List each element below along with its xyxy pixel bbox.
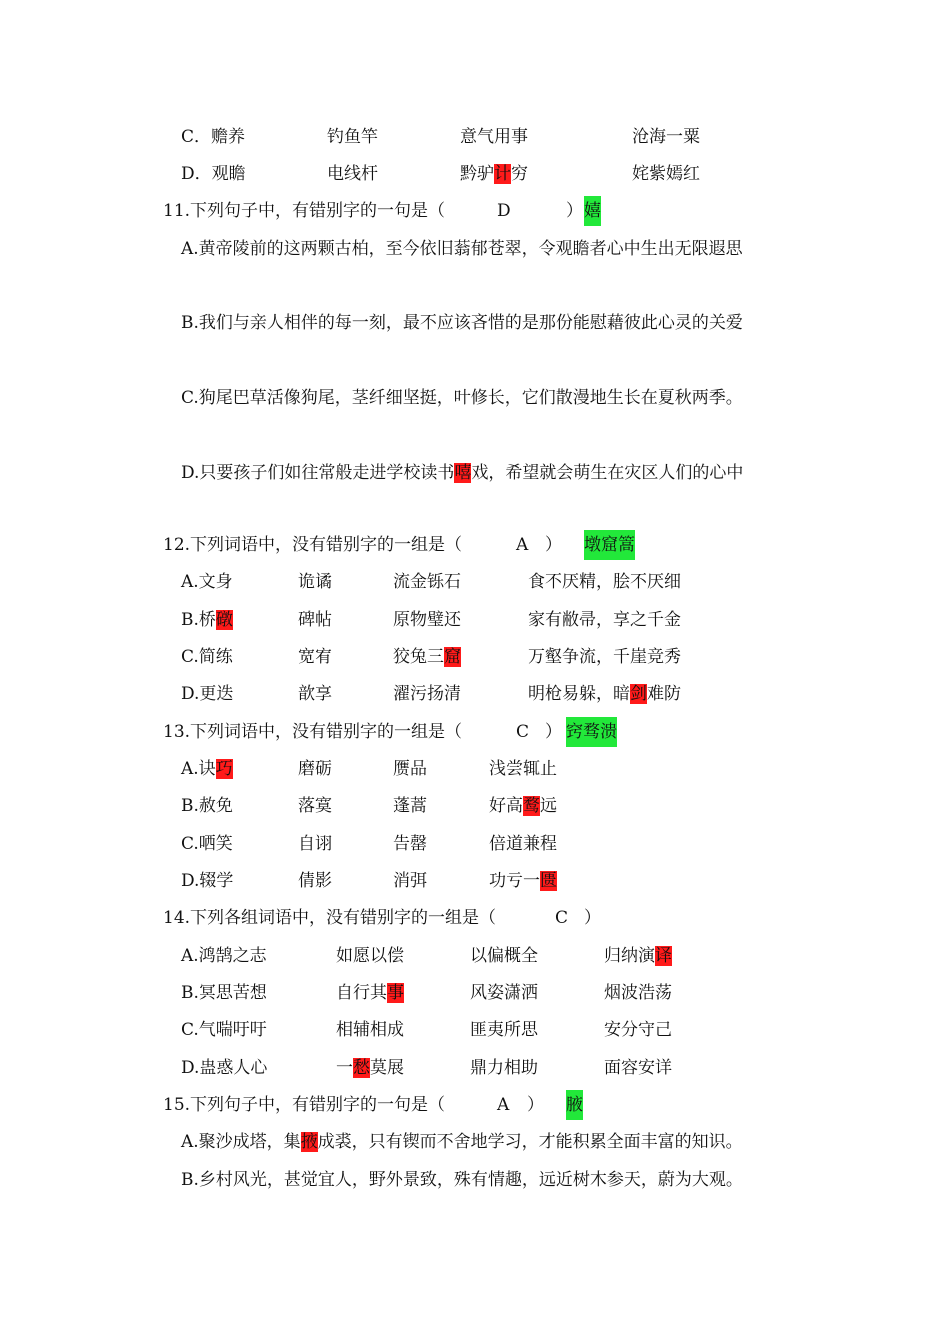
hint-highlight: 嬉 <box>584 196 601 226</box>
option-word: C.气喘吁吁 <box>181 1020 267 1040</box>
option-word: 烟波浩荡 <box>604 983 672 1003</box>
option-word: C.哂笑 <box>181 834 233 854</box>
q12-stem <box>0 530 950 560</box>
option-word: 匪夷所思 <box>470 1020 538 1040</box>
option-word: 以偏概全 <box>470 946 538 966</box>
option-word: C．赡养 <box>181 127 246 147</box>
wrong-char-highlight: 掖 <box>300 1132 318 1152</box>
option-word: 濯污扬清 <box>393 684 461 704</box>
option-word: 原物璧还 <box>393 610 461 630</box>
option-word: 风姿潇洒 <box>470 983 538 1003</box>
q11-stem <box>0 196 950 226</box>
option-word: 万壑争流，千崖竞秀 <box>528 647 681 667</box>
q14-option-d <box>0 1053 950 1083</box>
option-word: 诡谲 <box>298 572 332 592</box>
q15-option-b <box>0 1165 950 1195</box>
option-word: 钓鱼竿 <box>327 127 378 147</box>
option-word: 流金铄石 <box>393 572 461 592</box>
option-word: 倩影 <box>298 871 332 891</box>
option-word: 姹紫嫣红 <box>632 164 700 184</box>
answer-close: ） <box>545 535 562 555</box>
wrong-char-highlight: 嘻 <box>454 463 472 483</box>
hint-highlight: 墩窟篙 <box>584 530 635 560</box>
option-word: D．观瞻 <box>181 164 246 184</box>
q11-option-a <box>0 234 950 264</box>
option-word: 家有敝帚，享之千金 <box>528 610 681 630</box>
sentence-option: D.只要孩子们如往常般走进学校读书嘻戏，希望就会萌生在灾区人们的心中 <box>181 463 744 483</box>
q11-option-d <box>0 458 950 488</box>
answer-close: ） <box>545 722 562 742</box>
q15-stem <box>0 1090 950 1120</box>
answer-letter: A <box>516 535 529 555</box>
option-word: B.冥思苦想 <box>181 983 267 1003</box>
option-word: A.文身 <box>181 572 233 592</box>
answer-letter: C <box>516 722 530 742</box>
option-word: 黔驴计穷 <box>460 164 528 184</box>
q13-stem <box>0 717 950 747</box>
option-word: 一愁莫展 <box>336 1058 404 1078</box>
answer-letter: D <box>497 201 511 221</box>
answer-close: ） <box>584 908 601 928</box>
option-word: 如愿以偿 <box>336 946 404 966</box>
option-word: 面容安详 <box>604 1058 672 1078</box>
wrong-char-highlight: 愁 <box>353 1058 370 1078</box>
option-word: 歆享 <box>298 684 332 704</box>
q14-option-c <box>0 1015 950 1045</box>
question-stem: 13.下列词语中，没有错别字的一组是（ <box>163 722 463 742</box>
option-word: 自诩 <box>298 834 332 854</box>
option-word: 鼎力相助 <box>470 1058 538 1078</box>
q12-option-a <box>0 567 950 597</box>
q14-option-a <box>0 941 950 971</box>
q10-option-d <box>0 159 950 189</box>
wrong-char-highlight: 计 <box>494 164 511 184</box>
sentence-option: C.狗尾巴草活像狗尾，茎纤细坚挺，叶修长，它们散漫地生长在夏秋两季。 <box>181 388 743 408</box>
option-word: 消弭 <box>393 871 427 891</box>
option-word: 宽宥 <box>298 647 332 667</box>
question-stem: 12.下列词语中，没有错别字的一组是（ <box>163 535 463 555</box>
option-word: D.辍学 <box>181 871 234 891</box>
q15-option-a <box>0 1127 950 1157</box>
hint-highlight: 腋 <box>566 1090 583 1120</box>
option-word: D.更迭 <box>181 684 234 704</box>
option-word: D.蛊惑人心 <box>181 1058 268 1078</box>
q14-option-b <box>0 978 950 1008</box>
q12-option-c <box>0 642 950 672</box>
question-stem: 14.下列各组词语中，没有错别字的一组是（ <box>163 908 497 928</box>
q13-option-b <box>0 791 950 821</box>
option-word: 意气用事 <box>460 127 528 147</box>
option-word: 功亏一匮 <box>489 871 557 891</box>
wrong-char-highlight: 鹜 <box>523 796 540 816</box>
option-word: B.赦免 <box>181 796 233 816</box>
sentence-option: B.乡村风光，甚觉宜人，野外景致，殊有情趣，远近树木参天，蔚为大观。 <box>181 1170 743 1190</box>
q13-option-c <box>0 829 950 859</box>
option-word: 电线杆 <box>327 164 378 184</box>
q13-option-d <box>0 866 950 896</box>
option-word: B.桥礅 <box>181 610 233 630</box>
option-word: 明枪易躲，暗剑难防 <box>528 684 681 704</box>
hint-highlight: 窍骛溃 <box>566 717 617 747</box>
option-word: 蓬蒿 <box>393 796 427 816</box>
option-word: 狡兔三窟 <box>393 647 461 667</box>
q14-stem <box>0 903 950 933</box>
option-word: 磨砺 <box>298 759 332 779</box>
option-word: 告罄 <box>393 834 427 854</box>
sentence-option: A.黄帝陵前的这两颗古柏，至今依旧蓊郁苍翠，令观瞻者心中生出无限遐思 <box>181 239 743 259</box>
answer-letter: A <box>497 1095 510 1115</box>
option-word: 落寞 <box>298 796 332 816</box>
option-word: 相辅相成 <box>336 1020 404 1040</box>
q13-option-a <box>0 754 950 784</box>
answer-letter: C <box>555 908 569 928</box>
q11-option-c <box>0 383 950 413</box>
option-word: 沧海一粟 <box>632 127 700 147</box>
wrong-char-highlight: 巧 <box>215 759 233 779</box>
option-word: 碑帖 <box>298 610 332 630</box>
wrong-char-highlight: 剑 <box>630 684 647 704</box>
wrong-char-highlight: 礅 <box>215 610 233 630</box>
q11-option-b <box>0 308 950 338</box>
question-stem: 15.下列句子中，有错别字的一句是（ <box>163 1095 446 1115</box>
option-word: 浅尝辄止 <box>489 759 557 779</box>
option-word: 归纳演译 <box>604 946 672 966</box>
q12-option-d <box>0 679 950 709</box>
wrong-char-highlight: 译 <box>655 946 672 966</box>
option-word: 食不厌精，脍不厌细 <box>528 572 681 592</box>
option-word: 自行其事 <box>336 983 404 1003</box>
q10-option-c <box>0 122 950 152</box>
option-word: 好高鹜远 <box>489 796 557 816</box>
option-word: 赝品 <box>393 759 427 779</box>
answer-close: ） <box>527 1095 544 1115</box>
wrong-char-highlight: 匮 <box>540 871 557 891</box>
option-word: A.鸿鹄之志 <box>181 946 267 966</box>
sentence-option: B.我们与亲人相伴的每一刻，最不应该吝惜的是那份能慰藉彼此心灵的关爱 <box>181 313 743 333</box>
question-stem: 11.下列句子中，有错别字的一句是（ <box>163 201 446 221</box>
option-word: 安分守己 <box>604 1020 672 1040</box>
sentence-option: A.聚沙成塔，集掖成裘，只有锲而不舍地学习，才能积累全面丰富的知识。 <box>181 1132 743 1152</box>
answer-close: ） <box>566 201 583 221</box>
option-word: 倍道兼程 <box>489 834 557 854</box>
wrong-char-highlight: 窟 <box>444 647 461 667</box>
q12-option-b <box>0 605 950 635</box>
option-word: A.诀巧 <box>181 759 233 779</box>
wrong-char-highlight: 事 <box>387 983 404 1003</box>
option-word: C.简练 <box>181 647 233 667</box>
